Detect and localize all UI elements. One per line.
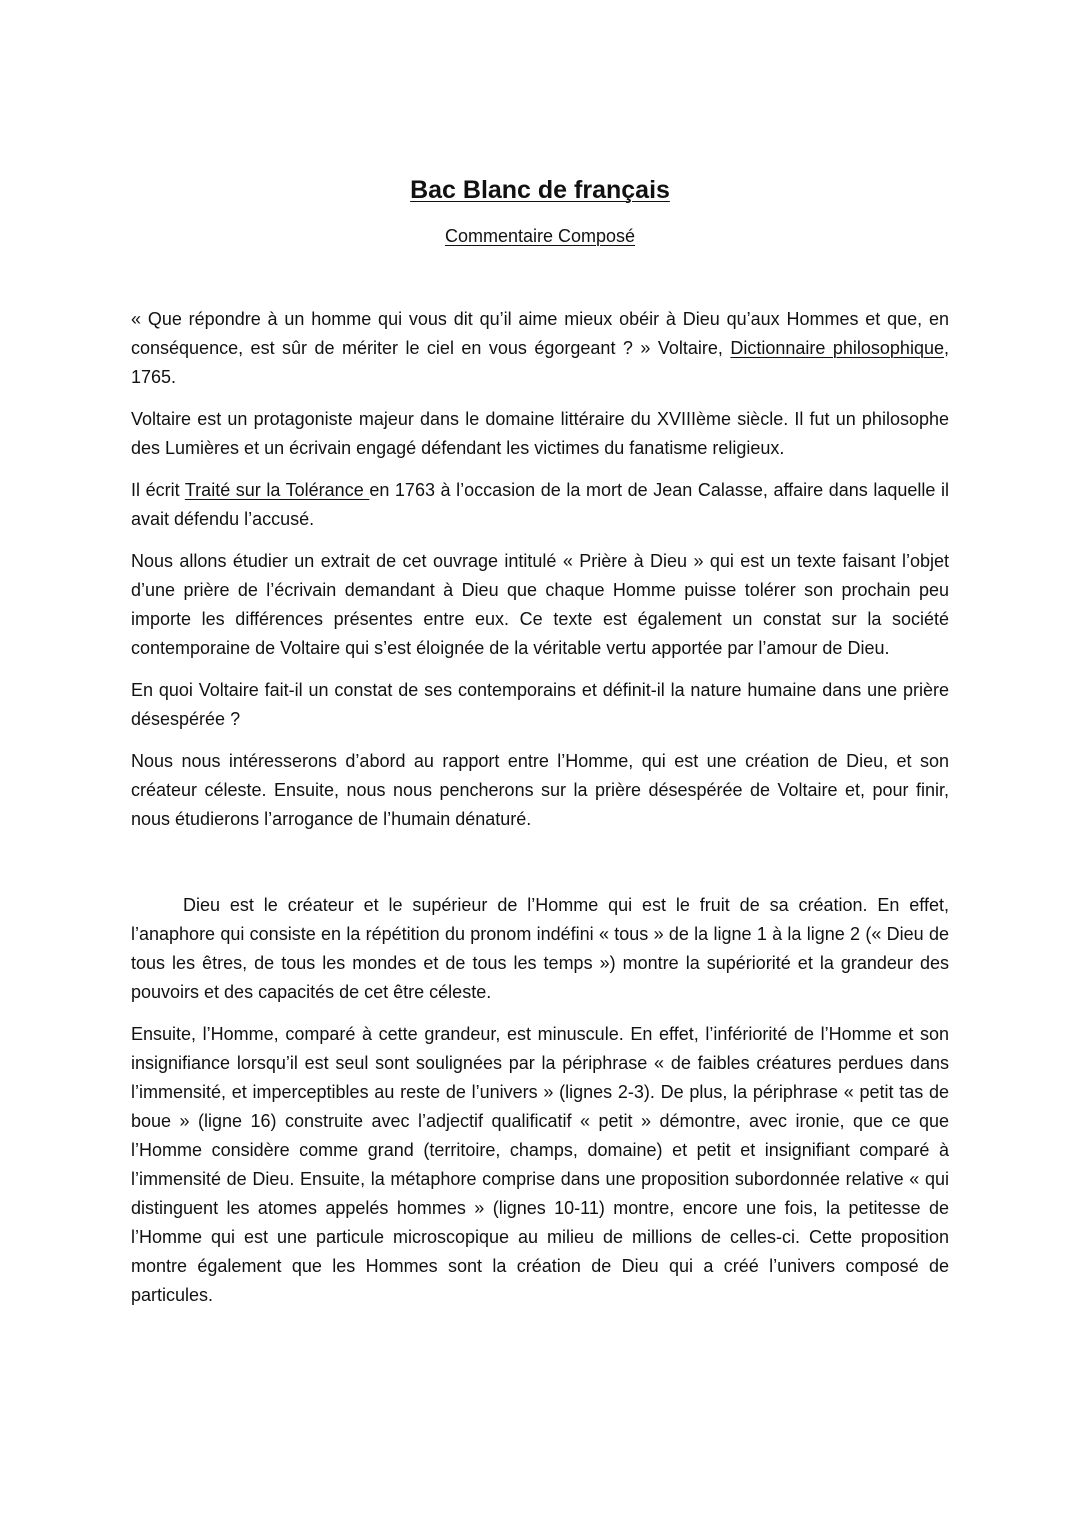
problematique-paragraph: En quoi Voltaire fait-il un constat de ses contemporains et définit-il la nature humaine dans une prière désespérée ? (131, 680, 949, 729)
document-page (131, 172, 949, 1310)
intro-paragraph-work: Il écrit Traité sur la Tolérance en 1763 à l’occasion de la mort de Jean Calasse, affaire dans laquelle il avait défendu l’accusé. (131, 480, 949, 529)
work-title-traite: Traité sur la Tolérance (184, 480, 370, 500)
epigraph-date: , 1765. (131, 338, 949, 387)
intro-paragraph-extract: Nous allons étudier un extrait de cet ouvrage intitulé « Prière à Dieu » qui est un texte faisant l’objet d’une prière de l’écrivain demandant à Dieu que chaque Homme puisse tolérer son prochain peu importe les différences présentes entre eux. Ce texte est également un constat sur la société contemporaine de Voltaire qui s’est éloignée de la véritable vertu apportée par l’amour de Dieu. (131, 551, 949, 658)
epigraph-quote: « Que répondre à un homme qui vous dit qu’il aime mieux obéir à Dieu qu’aux Hommes et que, en conséquence, est sûr de mériter le ciel en vous égorgeant ? » Voltaire, (131, 309, 949, 358)
document-title: Bac Blanc de français (410, 176, 670, 204)
epigraph-paragraph (131, 305, 949, 392)
epigraph-work-title: Dictionnaire philosophique (730, 338, 944, 358)
plan-paragraph: Nous nous intéresserons d’abord au rapport entre l’Homme, qui est une création de Dieu, et son créateur céleste. Ensuite, nous nous pencherons sur la prière désespérée de Voltaire et, pour finir, nous étudierons l’arrogance de l’humain dénaturé. (131, 751, 949, 829)
intro-paragraph-author: Voltaire est un protagoniste majeur dans le domaine littéraire du XVIIIème siècle. Il fut un philosophe des Lumières et un écrivain engagé défendant les victimes du fanatisme religieux. (131, 409, 949, 458)
document-subtitle: Commentaire Composé (444, 226, 636, 246)
development-paragraph-2: Ensuite, l’Homme, comparé à cette grandeur, est minuscule. En effet, l’infériorité de l’Homme et son insignifiance lorsqu’il est seul sont soulignées par la périphrase « de faibles créatures perdues dans l’immensité, et imperceptibles au reste de l’univers » (lignes 2-3). De plus, la périphrase « petit tas de boue » (ligne 16) construite avec l’adjectif qualificatif « petit » démontre, avec ironie, que ce que l’Homme considère comme grand (territoire, champs, domaine) et petit et insignifiant comparé à l’immensité de Dieu. Ensuite, la métaphore comprise dans une proposition subordonnée relative « qui distinguent les atomes appelés hommes » (lignes 10-11) montre, encore une fois, la petitesse de l’Homme qui est une particule microscopique au milieu de millions de celles-ci. Cette proposition montre également que les Hommes sont la création de Dieu qui a créé l’univers composé de particules. (131, 1024, 949, 1305)
development-paragraph-1: Dieu est le créateur et le supérieur de l’Homme qui est le fruit de sa création. En effet, l’anaphore qui consiste en la répétition du pronom indéfini « tous » de la ligne 1 à la ligne 2 (« Dieu de tous les êtres, de tous les mondes et de tous les temps ») montre la supériorité et la grandeur des pouvoirs et des capacités de cet être céleste. (131, 895, 949, 1002)
